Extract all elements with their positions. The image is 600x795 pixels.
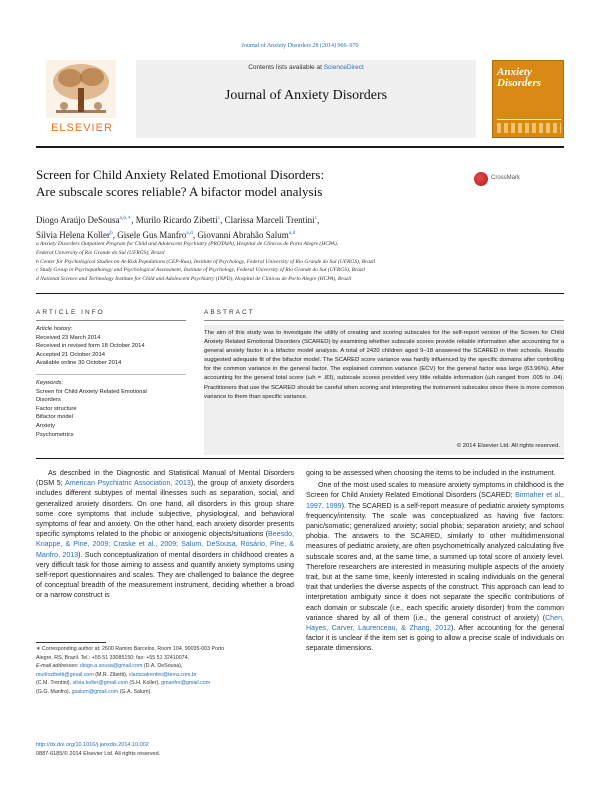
citation-link[interactable]: American Psychiatric Association, 2013 [64, 479, 191, 488]
footnote-text: (G.G. Manfro), [36, 688, 72, 695]
author-separator: , [192, 230, 198, 240]
publisher-logo[interactable] [36, 56, 128, 138]
cover-line-2: Disorders [497, 77, 542, 89]
history-item: Received in revised form 18 October 2014 [36, 343, 145, 350]
publisher-name: ELSEVIER [51, 122, 113, 134]
citation-link[interactable]: Chen, Hayes, Carver, Laurenceau, & Zhang, 2012 [306, 613, 564, 633]
body-text: ). Such conceptualization of mental disorders in childhood creates a very difficult task for those aiming to assess and quantify anxiety symptoms using self-report questionnaires and scales. They are challenged to balance the degree of conceptual breadth of the measurement instrument, deciding whether a broad or a narrow construct is [36, 550, 294, 600]
email-link[interactable]: gmanfro@gmail.com [161, 680, 211, 687]
history-label: Article history: [36, 326, 73, 332]
article-info-rule [36, 320, 186, 321]
history-item: Accepted 21 October 2014 [36, 351, 105, 358]
affiliation-list [36, 240, 564, 284]
footnote-text: (C.M. Trentini), [36, 680, 73, 687]
sciencedirect-link[interactable]: ScienceDirect [323, 64, 364, 71]
footnote-line: ∗ Corresponding author at: 2600 Ramiro Barcelos, Room 104, 90035-003 Porto [36, 646, 225, 652]
body-paragraph: going to be assessed when choosing the items to be included in the instrument. [306, 469, 556, 477]
masthead-banner [136, 60, 476, 138]
author-separator: , [131, 215, 136, 225]
journal-reference[interactable]: Journal of Anxiety Disorders 28 (2014) 966–970 [241, 43, 359, 49]
crossmark-label: CrossMark [491, 175, 521, 181]
abstract-header: ABSTRACT [204, 309, 255, 316]
body-paragraph [36, 468, 294, 601]
article-info-header: ARTICLE INFO [36, 309, 105, 316]
info-divider [36, 374, 186, 375]
footnote-line [36, 688, 294, 697]
keyword-item: Disorders [36, 397, 61, 404]
history-item: Available online 30 October 2014 [36, 360, 122, 367]
footnote-line: Alegre, RS, Brazil. Tel.: +55 51 33085150; fax: +55 51 32410074. [36, 654, 190, 661]
cover-pattern [497, 123, 561, 133]
abstract-copyright: © 2014 Elsevier Ltd. All rights reserved. [456, 443, 560, 449]
contents-prefix: Contents lists available at [248, 64, 324, 71]
footnote-line [36, 671, 294, 680]
body-text: As described in the Diagnostic and Statistical Manual of Mental Disorders (DSM 5; [36, 469, 294, 488]
doi-link[interactable]: http://dx.doi.org/10.1016/j.janxdis.2014.10.002 [36, 742, 149, 748]
elsevier-tree-icon [46, 60, 116, 118]
author-affil-sup[interactable]: a,d [288, 230, 296, 236]
author-separator: , [317, 215, 320, 225]
body-rule [36, 458, 564, 459]
author-affil-sup[interactable]: c [314, 215, 318, 221]
keywords-label: Keywords: [36, 379, 64, 386]
author-list [36, 212, 536, 242]
crossmark-icon [474, 172, 488, 186]
section-rule [36, 293, 564, 294]
author-line-1 [36, 212, 536, 227]
author-affil-sup[interactable]: a,d [186, 230, 193, 236]
footnote-rule [36, 642, 106, 643]
keyword-item: Screen for Child Anxiety Related Emotional [36, 388, 147, 395]
affiliation-item: Federal University of Rio Grande do Sul (UFRGS), Brazil [36, 249, 165, 256]
email-link[interactable]: silvia.koller@gmail.com [72, 680, 128, 687]
author-name[interactable]: Murilo Ricardo Zibetti [135, 215, 218, 225]
footnote-text: (D.A. DeSousa), [142, 663, 183, 670]
citation-link[interactable]: Birmaher et al., 1997, 1999 [306, 491, 564, 510]
body-text: ). After accounting for the general factor it is unclear if the item set is going to allow a precise scale of individuals on separate dimensions. [306, 624, 564, 653]
author-affil-sup[interactable]: b [109, 230, 113, 236]
author-affil-sup[interactable]: a,b,∗ [119, 215, 132, 221]
affiliation-item: b Center for Psychological Studies on At-Risk Populations (CEP-Rua), Institute of Psychology, Federal University of Rio Grande do Sul (UFRGS), Brazil [36, 258, 376, 265]
journal-title: Journal of Anxiety Disorders [224, 88, 388, 103]
footnote-text: (M.R. Zibetti), [93, 671, 129, 678]
journal-cover-thumbnail[interactable] [492, 60, 564, 138]
keyword-item: Bifactor model [36, 414, 74, 421]
keyword-item: Anxiety [36, 422, 56, 429]
email-link[interactable]: gsalum@gmail.com [71, 688, 119, 695]
cover-line-1: Anxiety [497, 66, 532, 78]
footnote-line [36, 662, 294, 671]
crossmark-badge[interactable] [474, 172, 534, 186]
email-label: E-mail addresses: [36, 663, 80, 670]
footnote-text: (G.A. Salum). [118, 688, 152, 695]
author-name[interactable]: Gisele Gus Manfro [117, 230, 187, 240]
email-link[interactable]: murilozibetti@gmail.com [36, 671, 94, 678]
article-info [36, 325, 186, 439]
body-text: ). The SCARED is a self-report measure of pediatric anxiety symptoms frequency/intensity. The scale was conceptualized as having five factors: panic/somatic; generalized anxiety; social phobia; separation anxiety; and school phobia. The answers to the SCARED, similarly to other multidimensional measures of pediatric anxiety, are often psychometrically analyzed calculating five subscale scores and, at the same time, a summed up total score of anxiety level. Therefore researchers are interested in measuring multiple aspects of the anxiety trait, but at the same time, keenly interested in scaling individuals on the general trait that underlies the diverse aspects of the construct. This approach can lead to interpretation ambiguity since it does not separate the specific contributions of each domain or subscale (i.e., each specific anxiety disorder) from the common variance shared by all of them (i.e., the general construct of anxiety) ( [306, 501, 564, 622]
abstract-box [204, 325, 564, 455]
author-name[interactable]: Silvia Helena Koller [36, 230, 110, 240]
author-separator: , [220, 215, 225, 225]
author-name[interactable]: Diogo Araújo DeSousa [36, 215, 120, 225]
corresponding-author-footnote [36, 645, 294, 697]
body-paragraph [306, 480, 564, 653]
article-title [36, 166, 456, 200]
abstract-text: The aim of this study was to investigate the utility of creating and scoring subscales for the self-report version of the Screen for Child Anxiety Related Emotional Disorders (SCARED) by examining whether subscale scores provide reliable information after accounting for a general anxiety factor in a bifactor model analysis. A total of 2420 children aged 9–18 answered the SCARED in their schools. Results suggested adequate fit of the bifactor model. The SCARED score variance was hardly influenced by the specific domains after controlling for the common variance in the general factor. The explained common variance (ECV) for the general factor was large (63.96%). After accounting for the general total score (ωh = .83), subscale scores provided very little reliable information (ωh ranged from .005 to .04). Practitioners that use the SCARED should be careful when scoring and interpreting the instrument subscales since there is more common variance to them than specific variance. [204, 330, 564, 400]
cover-title [497, 67, 561, 89]
affiliation-item: a Anxiety Disorders Outpatient Program for Child and Adolescent Psychiatry (PROTAIA), Hospital de Clínicas de Porto Alegre (HCPA), [36, 241, 339, 247]
body-text: One of the most used scales to measure anxiety symptoms in childhood is the Screen for Child Anxiety Related Emotional Disorders (SCARED; [306, 481, 564, 500]
masthead-rule [36, 146, 564, 148]
email-link[interactable]: clarissatrentini@terra.com.br [128, 671, 197, 678]
affiliation-item: c Study Group in Psychopathology and Psychological Assessment, Institute of Psychology, Federal University of Rio Grande do Sul (UFRGS), Brazil [36, 267, 366, 274]
title-line-1: Screen for Child Anxiety Related Emotional Disorders: [36, 167, 325, 182]
author-separator: , [112, 230, 118, 240]
contents-line [136, 64, 476, 71]
body-text: ), the group of anxiety disorders includes different subtypes of mental illnesses such as separation, social, and generalized anxiety disorders. On one hand, all disorders in this group share some core symptoms that include subjective, physiological, and behavioral symptoms of fear and anxiety. On the other hand, each anxiety disorder presents specific symptoms related to the phobic or anxiogenic objects/situations ( [36, 479, 295, 539]
affiliation-item: d National Science and Technology Institute for Child and Adolescent Psychiatry (INPD), Hospital de Clínicas de Porto Alegre (HCPA), Brazil [36, 276, 352, 283]
issn-line: 0887-6185/© 2014 Elsevier Ltd. All rights reserved. [36, 750, 161, 757]
citation-link[interactable]: Beesdo, Knappe, & Pine, 2009; Craske et al., 2009; Salum, DeSousa, Rosário, Pine, & Manfro, 2013 [36, 530, 294, 559]
keyword-item: Factor structure [36, 405, 77, 412]
footnote-line [36, 679, 294, 688]
author-name[interactable]: Giovanni Abrahão Salum [197, 230, 289, 240]
footnote-text: (S.H. Koller), [127, 680, 162, 687]
author-affil-sup[interactable]: c [217, 215, 221, 221]
author-name[interactable]: Clarissa Marceli Trentini [224, 215, 315, 225]
cover-rule [497, 119, 561, 120]
journal-masthead [36, 56, 564, 138]
email-link[interactable]: diogo.a.sousa@gmail.com [79, 663, 143, 670]
body-column-left [36, 468, 294, 601]
body-column-right [306, 468, 564, 654]
abstract-rule [204, 320, 564, 321]
title-line-2: Are subscale scores reliable? A bifactor model analysis [36, 184, 323, 199]
keyword-item: Psychometrics [36, 431, 74, 438]
doi-block [36, 741, 294, 758]
history-item: Received 23 March 2014 [36, 334, 101, 341]
